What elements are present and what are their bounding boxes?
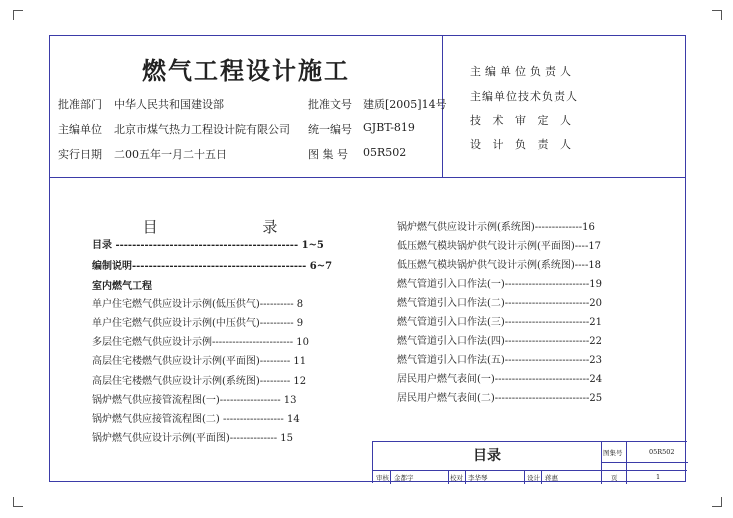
toc-left-item: 高层住宅楼燃气供应设计示例(平面图)--------- 11 [92,356,307,367]
toc-left-item: 室内燃气工程 [92,281,152,292]
toc-right-item: 锅炉燃气供应设计示例(系统图)--------------16 [397,222,595,233]
impl-date-label: 实行日期 [58,148,102,161]
approve-dept-label: 批准部门 [58,98,102,111]
title-block-cell-line [448,470,449,484]
approve-dept-value: 中华人民共和国建设部 [114,98,224,111]
responsible-editor-unit: 主编单位负责人 [470,65,575,78]
atlas-value: 05R502 [649,448,675,456]
toc-right-item: 低压燃气模块锅炉供气设计示例(系统图)----18 [397,260,602,271]
toc-right-item: 低压燃气模块锅炉供气设计示例(平面图)----17 [397,241,602,252]
design-name: 蒋惠 [545,474,558,482]
design-label: 设计 [527,474,540,482]
crop-mark-bottom-right [712,497,722,507]
unified-no-label: 统一编号 [308,123,352,136]
atlas-no-label: 图 集 号 [308,148,348,161]
title-block-cell-line [390,470,391,484]
page-label: 页 [611,474,618,482]
toc-left-item: 目录 -------------------------------------------- 1~5 [92,240,324,251]
review-label: 审核 [376,474,389,482]
check-label: 校对 [450,474,463,482]
page-value: 1 [656,473,661,481]
atlas-no-value: 05R502 [363,146,407,159]
toc-heading [50,216,370,237]
title-block-divider [626,442,627,484]
toc-right-item: 燃气管道引入口作法(五)-------------------------23 [397,355,602,366]
toc-left-item: 多层住宅燃气供应设计示例------------------------ 10 [92,337,309,348]
responsible-design-lead: 设 计 负 责 人 [470,138,575,151]
title-block-cell-line [465,470,466,484]
toc-right-item: 燃气管道引入口作法(四)-------------------------22 [397,336,602,347]
toc-right-item: 燃气管道引入口作法(一)-------------------------19 [397,279,602,290]
toc-left-item: 锅炉燃气供应接管流程图(二) ------------------ 14 [92,414,300,425]
toc-left-item: 单户住宅燃气供应设计示例(低压供气)---------- 8 [92,299,304,310]
title-block [372,441,687,483]
toc-right-item: 燃气管道引入口作法(二)-------------------------20 [397,298,602,309]
toc-right-item: 居民用户燃气表间(二)----------------------------25 [397,393,603,404]
editor-label: 主编单位 [58,123,102,136]
toc-heading-2: 录 [262,218,278,236]
responsible-tech-lead: 主编单位技术负责人 [470,90,578,103]
toc-left-item: 锅炉燃气供应设计示例(平面图)-------------- 15 [92,433,294,444]
title-block-cell-line [541,470,542,484]
toc-left-item: 高层住宅楼燃气供应设计示例(系统图)--------- 12 [92,376,307,387]
toc-left-item: 锅炉燃气供应接管流程图(一)------------------ 13 [92,395,297,406]
title-block-title: 目录 [473,448,501,464]
approve-doc-label: 批准文号 [308,98,352,111]
editor-value: 北京市煤气热力工程设计院有限公司 [114,123,290,136]
toc-right-item: 燃气管道引入口作法(三)-------------------------21 [397,317,602,328]
page-title: 燃气工程设计施工 [142,56,350,85]
title-block-atlas-line [601,462,688,463]
review-name: 金都宇 [394,474,414,482]
approve-doc-value: 建质[2005]14号 [363,98,447,111]
check-name: 李华琴 [468,474,488,482]
title-block-divider [601,442,602,484]
responsible-tech-review: 技 术 审 定 人 [470,114,575,127]
impl-date-value: 二00五年一月二十五日 [114,148,227,161]
title-block-row-line [373,470,687,471]
toc-right-item: 居民用户燃气表间(一)----------------------------24 [397,374,603,385]
drawing-frame [49,35,686,482]
crop-mark-top-right [712,10,722,20]
unified-no-value: GJBT-819 [363,121,415,134]
crop-mark-bottom-left [13,497,23,507]
toc-heading-1: 目 [142,218,158,236]
toc-left-item: 编制说明------------------------------------------ 6~7 [92,261,333,272]
title-block-cell-line [524,470,525,484]
header-divider [50,177,685,178]
crop-mark-top-left [13,10,23,20]
toc-left-item: 单户住宅燃气供应设计示例(中压供气)---------- 9 [92,318,304,329]
atlas-label: 图集号 [603,449,623,457]
